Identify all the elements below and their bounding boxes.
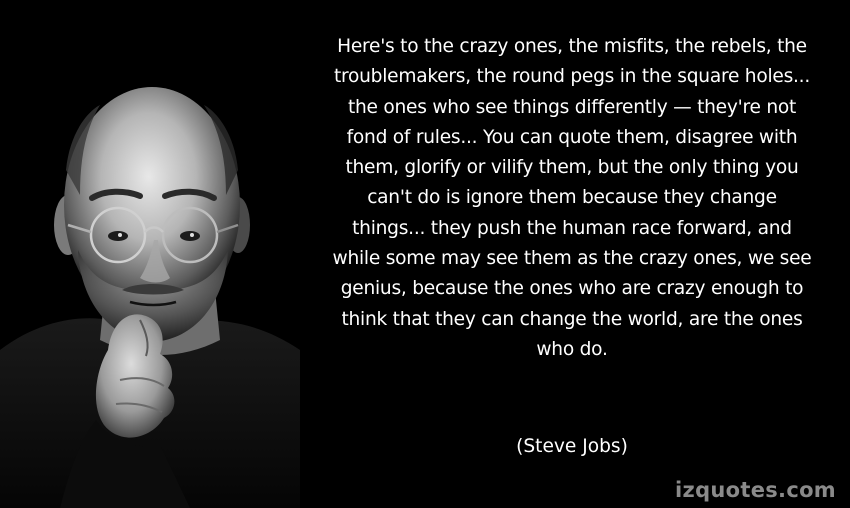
quote-line: who do. <box>536 338 608 360</box>
quote-text <box>298 32 846 365</box>
quote-line: genius, because the ones who are crazy enough to <box>340 278 804 300</box>
quote-line: things... they push the human race forward, and <box>352 217 792 239</box>
quote-line: them, glorify or vilify them, but the only thing you <box>345 157 799 179</box>
quote-line: while some may see them as the crazy ones, we see <box>332 248 812 270</box>
quote-line: Here's to the crazy ones, the misfits, the rebels, the <box>337 36 807 57</box>
portrait-photo <box>0 20 300 508</box>
quote-line: can't do is ignore them because they change <box>367 187 777 209</box>
quote-line: fond of rules... You can quote them, disagree with <box>346 126 798 148</box>
quote-author: (Steve Jobs) <box>516 436 628 457</box>
quote-line: troublemakers, the round pegs in the square holes... <box>334 66 810 88</box>
quote-line: think that they can change the world, are the ones <box>341 308 803 330</box>
site-watermark: izquotes.com <box>675 478 836 502</box>
quote-line: the ones who see things differently — they're not <box>347 96 797 118</box>
